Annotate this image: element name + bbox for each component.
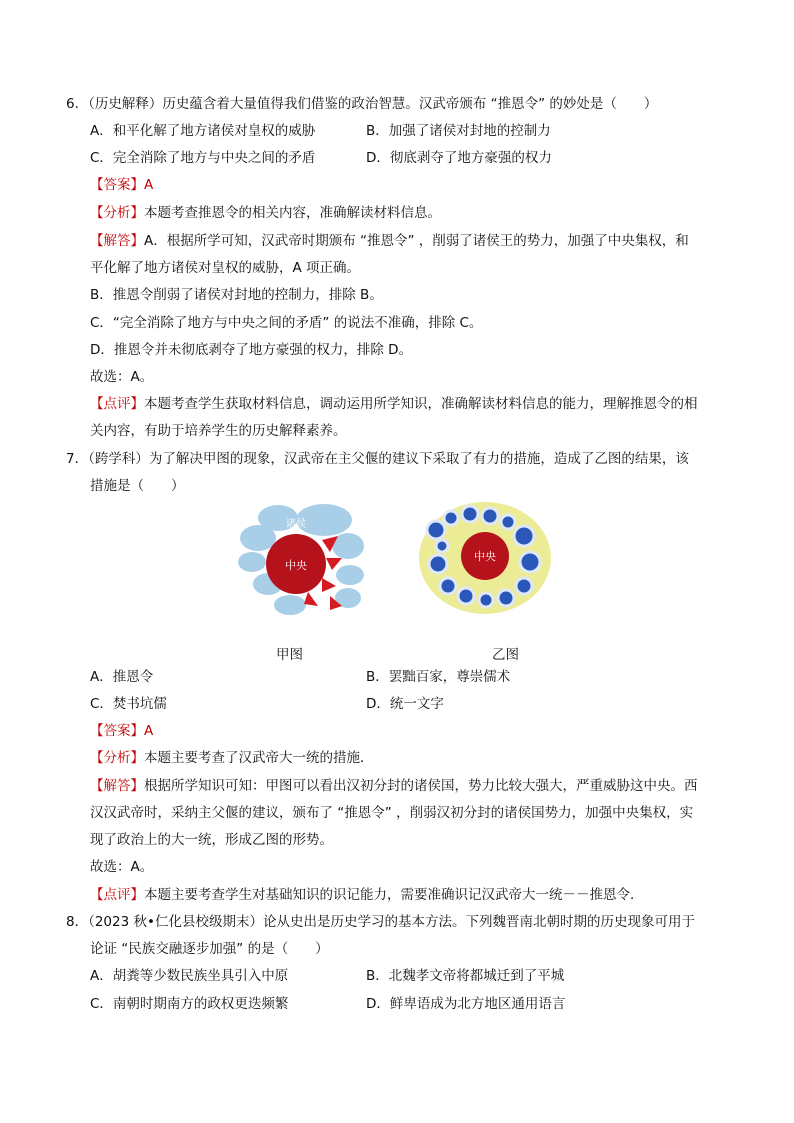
q7-solution-2: 汉汉武帝时，采纳主父偃的建议，颁布了 “推恩令” ，削弱汉初分封的诸侯国势力，加强中央集权，实 — [90, 805, 694, 821]
q6-option-c: C．完全消除了地方与中央之间的矛盾 — [90, 150, 316, 166]
q8-stem-2: 论证 “民族交融逐步加强” 的是（ ） — [90, 941, 329, 957]
small-state — [482, 508, 498, 524]
small-state — [498, 590, 514, 606]
answer-tag: 【答案】 — [90, 723, 144, 739]
small-state — [462, 506, 478, 522]
arrow-mark — [326, 558, 342, 570]
q7-solution-3: 现了政治上的大一统，形成乙图的形势。 — [90, 832, 333, 848]
q6-comment-2: 关内容，有助于培养学生的历史解释素养。 — [90, 423, 347, 439]
q8-option-d: D．鲜卑语成为北方地区通用语言 — [366, 996, 566, 1012]
small-state — [514, 526, 534, 546]
q6-solution-4: C．“完全消除了地方与中央之间的矛盾” 的说法不准确，排除 C。 — [90, 315, 483, 331]
small-state — [440, 578, 456, 594]
comment-tag: 【点评】 — [90, 396, 144, 412]
comment-text: 本题考查学生获取材料信息，调动运用所学知识，准确解读材料信息的能力，理解推恩令的相 — [144, 396, 698, 412]
q6-option-a: A．和平化解了地方诸侯对皇权的威胁 — [90, 123, 316, 139]
analysis-tag: 【分析】 — [90, 205, 144, 221]
q7-analysis — [90, 748, 374, 768]
small-state — [520, 552, 540, 572]
q7-answer — [90, 721, 153, 741]
small-state — [436, 540, 448, 552]
q7-solution-1 — [90, 776, 698, 796]
feudal-blob — [274, 595, 306, 615]
arrow-mark — [304, 592, 318, 606]
diagram-yi — [419, 502, 551, 614]
q8-option-c: C．南朝时期南方的政权更迭频繁 — [90, 996, 289, 1012]
small-state — [458, 588, 474, 604]
center-label-right: 中央 — [474, 550, 496, 563]
q6-analysis — [90, 203, 441, 223]
q7-choose: 故选：A。 — [90, 859, 154, 875]
q8-option-b: B．北魏孝文帝将都城迁到了平城 — [366, 968, 565, 984]
feudal-label: 诸侯 — [286, 519, 306, 530]
analysis-text: 本题考查推恩令的相关内容，准确解读材料信息。 — [144, 205, 441, 221]
analysis-text: 本题主要考查了汉武帝大一统的措施． — [144, 750, 374, 766]
caption-jia: 甲图 — [276, 647, 303, 663]
answer-value: A — [144, 723, 154, 739]
q7-option-b: B．罢黜百家，尊崇儒术 — [366, 669, 511, 685]
q6-stem: 6．（历史解释）历史蕴含着大量值得我们借鉴的政治智慧。汉武帝颁布 “推恩令” 的妙处是（ ） — [66, 96, 658, 112]
answer-tag: 【答案】 — [90, 177, 144, 193]
solution-tag: 【解答】 — [90, 778, 144, 794]
q6-solution-2: 平化解了地方诸侯对皇权的威胁，A 项正确。 — [90, 260, 361, 276]
q6-solution-5: D．推恩令并未彻底剥夺了地方豪强的权力，排除 D。 — [90, 342, 413, 358]
q8-stem-1: 8．（2023 秋•仁化县校级期末）论从史出是历史学习的基本方法。下列魏晋南北朝时期的历史现象可用于 — [66, 914, 695, 930]
caption-yi: 乙图 — [492, 647, 519, 663]
small-state — [501, 515, 515, 529]
q7-diagram — [238, 500, 554, 622]
answer-value: A — [144, 177, 154, 193]
small-state — [516, 578, 532, 594]
comment-text: 本题主要考查学生对基础知识的识记能力，需要准确识记汉武帝大一统－－推恩令． — [144, 887, 644, 903]
q7-stem-2: 措施是（ ） — [90, 478, 185, 494]
q6-option-d: D．彻底剥夺了地方豪强的权力 — [366, 150, 552, 166]
q6-solution-3: B．推恩令削弱了诸侯对封地的控制力，排除 B。 — [90, 287, 383, 303]
diagram-jia — [238, 504, 364, 615]
q7-stem-1: 7．（跨学科）为了解决甲图的现象，汉武帝在主父偃的建议下采取了有力的措施，造成了乙图的结果，该 — [66, 451, 689, 467]
center-label-left: 中央 — [285, 559, 307, 572]
analysis-tag: 【分析】 — [90, 750, 144, 766]
feudal-blob — [238, 552, 266, 572]
q6-comment-1 — [90, 394, 698, 414]
comment-tag: 【点评】 — [90, 887, 144, 903]
q7-option-a: A．推恩令 — [90, 669, 154, 685]
q7-option-c: C．焚书坑儒 — [90, 696, 167, 712]
solution-tag: 【解答】 — [90, 233, 144, 249]
q6-option-b: B．加强了诸侯对封地的控制力 — [366, 123, 551, 139]
q6-answer — [90, 175, 153, 195]
solution-text: A．根据所学可知，汉武帝时期颁布 “推恩令” ，削弱了诸侯王的势力，加强了中央集权，和 — [144, 233, 689, 249]
q7-option-d: D．统一文字 — [366, 696, 444, 712]
solution-text: 根据所学知识可知：甲图可以看出汉初分封的诸侯国，势力比较大强大，严重威胁这中央。西 — [144, 778, 698, 794]
small-state — [479, 593, 493, 607]
arrow-mark — [322, 578, 336, 592]
small-state — [444, 511, 458, 525]
q6-solution-1 — [90, 231, 689, 251]
feudal-blob — [336, 565, 364, 585]
q8-option-a: A．胡粪等少数民族坐具引入中原 — [90, 968, 289, 984]
q7-figure — [238, 500, 554, 622]
q6-choose: 故选：A。 — [90, 369, 154, 385]
q7-comment — [90, 885, 644, 905]
small-state — [429, 555, 447, 573]
small-state — [427, 521, 445, 539]
